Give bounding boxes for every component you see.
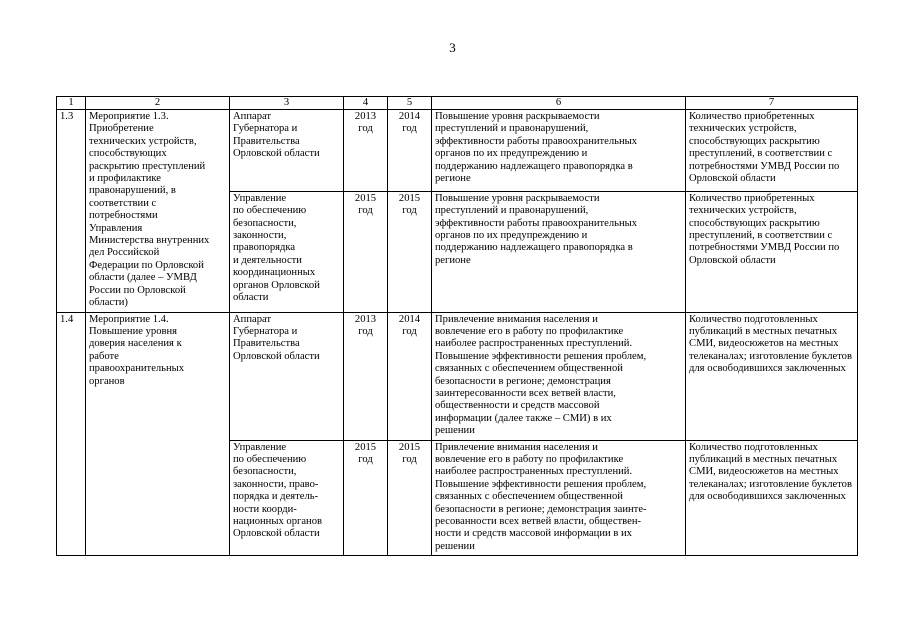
indicator-cell: Количество подготовленных публикаций в местных печатных СМИ, видеосюжетов на местных телеканалах; изготовление буклетов для освободившихся заключенных	[686, 440, 858, 556]
start-year-cell: 2015 год	[344, 440, 388, 556]
executor-cell: Управление по обеспечению безопасности, законности, право- порядка и деятель- ности коорди- национных органов Орловской области	[230, 440, 344, 556]
column-header: 4	[344, 97, 388, 110]
table-row	[57, 312, 858, 440]
table-header-row	[57, 97, 858, 110]
expected-result-cell: Привлечение внимания населения и вовлечение его в работу по профилактике наиболее распространенных преступлений. Повышение эффективности решения проблем, связанных с обеспечением общественной безопасности в регионе; демонстрация заинтересованности всех ветвей власти, общественности и средств массовой информации (далее также – СМИ) в их решении	[432, 312, 686, 440]
start-year-cell: 2013 год	[344, 110, 388, 192]
column-header: 1	[57, 97, 86, 110]
end-year-cell: 2014 год	[388, 110, 432, 192]
measure-number: 1.3	[57, 110, 86, 313]
executor-cell: Аппарат Губернатора и Правительства Орловской области	[230, 110, 344, 192]
start-year-cell: 2013 год	[344, 312, 388, 440]
executor-cell: Управление по обеспечению безопасности, законности, правопорядка и деятельности координационных органов Орловской области	[230, 191, 344, 312]
measure-description: Мероприятие 1.4. Повышение уровня доверия населения к работе правоохранительных органов	[86, 312, 230, 556]
measure-number: 1.4	[57, 312, 86, 556]
column-header: 5	[388, 97, 432, 110]
page-number: 3	[449, 40, 456, 55]
column-header: 3	[230, 97, 344, 110]
expected-result-cell: Привлечение внимания населения и вовлечение его в работу по профилактике наиболее распространенных преступлений. Повышение эффективности решения проблем, связанных с обеспечением общественной безопасности в регионе; демонстрация заинте- ресованности всех ветвей власти, обществен- ности и средств массовой информации в их решении	[432, 440, 686, 556]
start-year-cell: 2015 год	[344, 191, 388, 312]
indicator-cell: Количество подготовленных публикаций в местных печатных СМИ, видеосюжетов на местных телеканалах; изготовление буклетов для освободившихся заключенных	[686, 312, 858, 440]
indicator-cell: Количество приобретенных технических устройств, способствующих раскрытию преступлений, в соответствии с потребностями УМВД России по Орловской области	[686, 110, 858, 192]
table-row	[57, 110, 858, 192]
end-year-cell: 2015 год	[388, 191, 432, 312]
column-header: 6	[432, 97, 686, 110]
column-header: 7	[686, 97, 858, 110]
end-year-cell: 2015 год	[388, 440, 432, 556]
executor-cell: Аппарат Губернатора и Правительства Орловской области	[230, 312, 344, 440]
expected-result-cell: Повышение уровня раскрываемости преступлений и правонарушений, эффективности работы правоохранительных органов по их предупреждению и поддержанию надлежащего правопорядка в регионе	[432, 191, 686, 312]
measures-table	[56, 96, 858, 556]
indicator-cell: Количество приобретенных технических устройств, способствующих раскрытию преступлений, в соответствии с потребностями УМВД России по Орловской области	[686, 191, 858, 312]
end-year-cell: 2014 год	[388, 312, 432, 440]
expected-result-cell: Повышение уровня раскрываемости преступлений и правонарушений, эффективности работы правоохранительных органов по их предупреждению и поддержанию надлежащего правопорядка в регионе	[432, 110, 686, 192]
column-header: 2	[86, 97, 230, 110]
measure-description: Мероприятие 1.3. Приобретение технических устройств, способствующих раскрытию преступлений и профилактике правонарушений, в соответствии с потребностями Управления Министерства внутренних дел Российской Федерации по Орловской области (далее – УМВД России по Орловской области)	[86, 110, 230, 313]
